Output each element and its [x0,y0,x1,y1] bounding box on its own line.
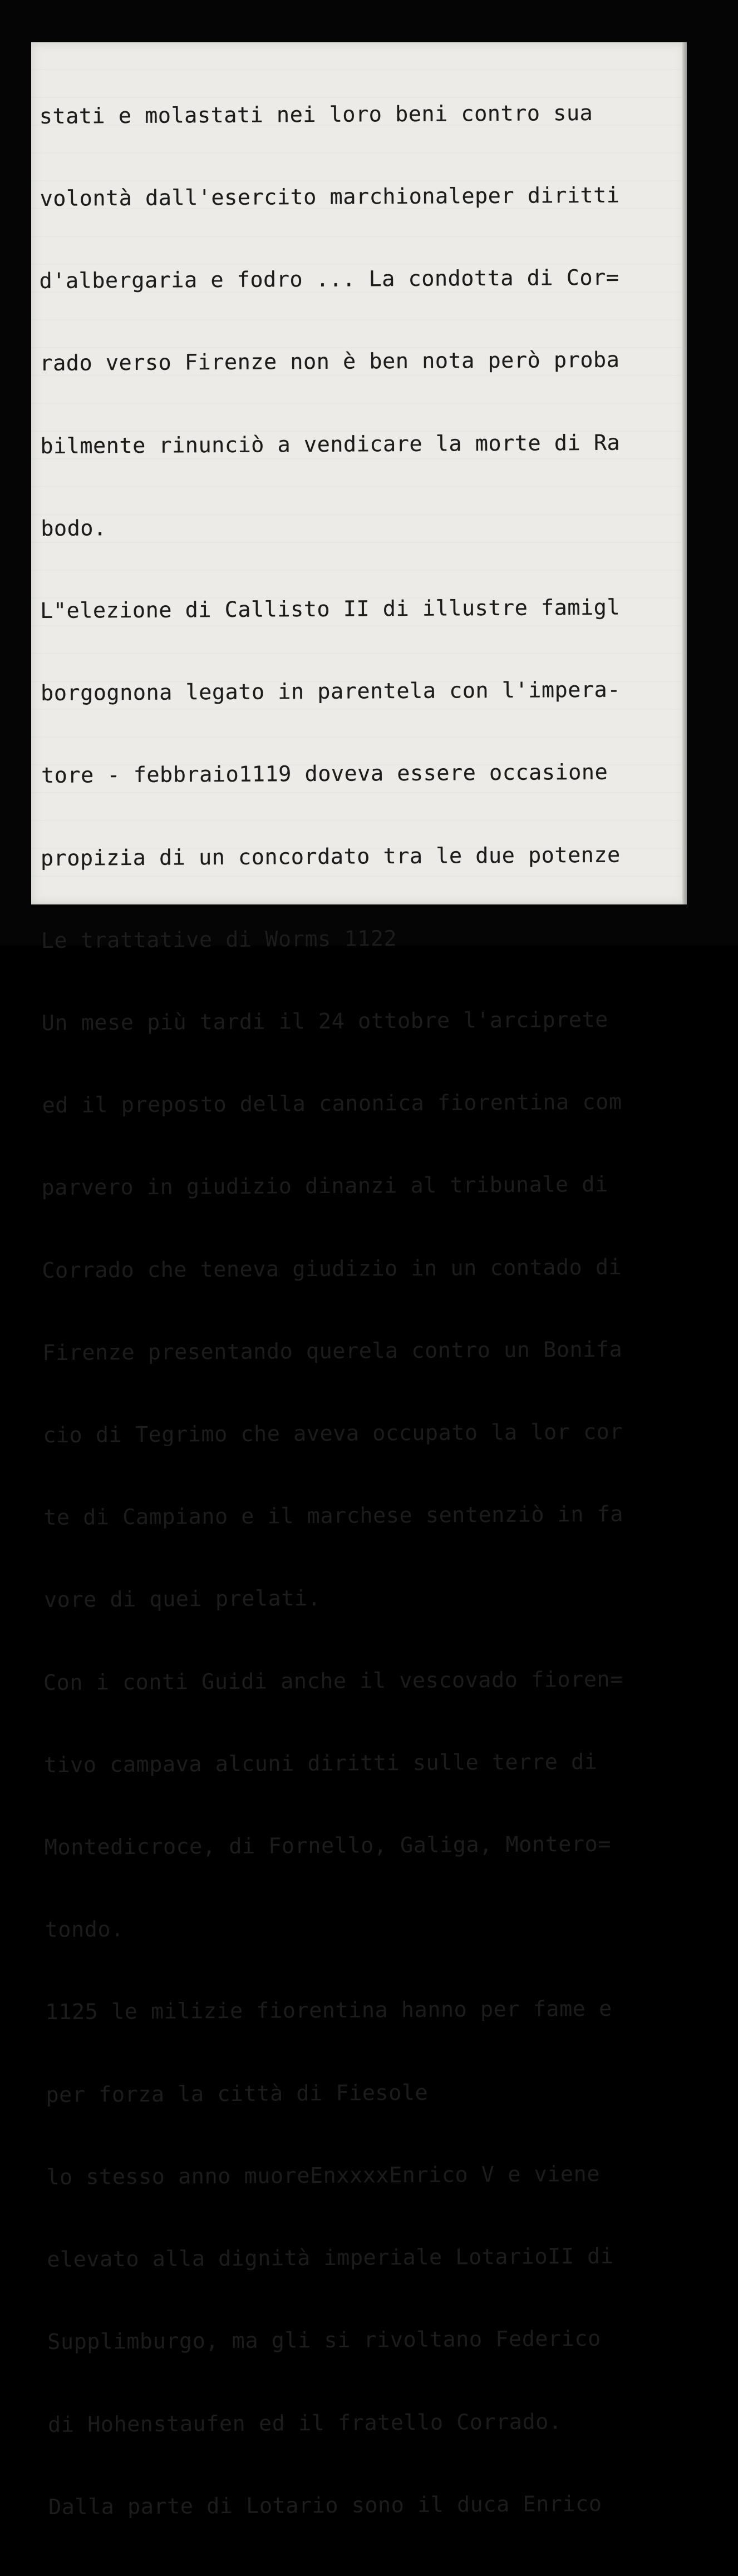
text-line: per forza la città di Fiesole [46,2080,429,2108]
text-line: propizia di un concordato tra le due potenze [40,842,621,871]
text-line: di Hohenstaufen ed il fratello Corrado. [47,2409,562,2437]
text-line: stati e molastati nei loro beni contro sua [39,100,593,129]
text-line: Montedicroce, di Fornello, Galiga, Montero= [44,1831,612,1861]
text-line: tore - febbraio1119 doveva essere occasione [41,760,608,789]
text-line: bilmente rinunciò a vendicare la morte di Ra [40,430,621,459]
text-line: lo stesso anno muoreEnxxxxEnrico V e viene [46,2161,601,2190]
text-line: volontà dall'esercito marchionaleper diritti [40,182,620,212]
text-line: cio di Tegrimo che aveva occupato la lor cor [43,1419,623,1448]
text-line: L"elezione di Callisto II di illustre famigl [40,595,621,624]
typewritten-page [31,42,686,2520]
text-line: tivo campava alcuni diritti sulle terre di [43,1749,598,1778]
text-line: Un mese più tardi il 24 ottobre l'arciprete [41,1007,609,1036]
text-line: te di Campiano e il marchese sentenziò in fa [43,1501,624,1531]
typed-text-block [39,44,706,2576]
text-line: Le trattative di Worms 1122 [41,926,397,953]
text-line: vore di quei prelati. [43,1586,321,1613]
text-line: Firenze presentando querela contro un Bonifa [42,1337,623,1366]
text-line: bodo. [41,516,107,541]
text-line: Con i conti Guidi anche il vescovado fioren= [43,1667,623,1695]
text-line: Corrado che teneva giudizio in un contado di [42,1254,622,1283]
text-line: ed il preposto della canonica fiorentina com [42,1089,622,1119]
text-line: d'albergaria e fodro ... La condotta di Cor= [39,265,619,294]
text-line: elevato alla dignità imperiale LotarioII di [47,2243,614,2273]
text-line: borgognona legato in parentela con l'impera- [40,677,621,706]
text-line: 1125 le milizie fiorentina hanno per fame e [45,1996,612,2025]
page-edge-shadow [682,42,687,904]
text-line: Supplimburgo, ma gli si rivoltano Federico [47,2326,601,2355]
text-line: parvero in giudizio dinanzi al tribunale di [41,1172,608,1201]
text-line: tondo. [45,1917,124,1943]
text-line: rado verso Firenze non è ben nota però proba [40,348,620,377]
text-line: Dalla parte di Lotario sono il duca Enrico [48,2491,602,2520]
